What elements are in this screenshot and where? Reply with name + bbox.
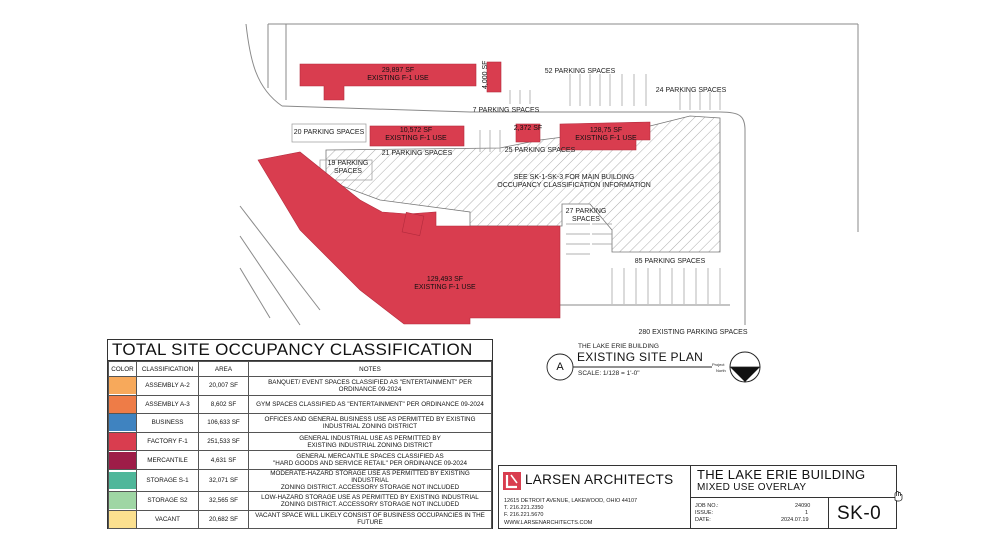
occupancy-table-title: TOTAL SITE OCCUPANCY CLASSIFICATION bbox=[108, 340, 492, 361]
firm-website: WWW.LARSENARCHITECTS.COM bbox=[504, 520, 593, 526]
notes-line: EXISTING INDUSTRIAL ZONING DISTRICT bbox=[307, 441, 433, 449]
classification-cell: MERCANTILE bbox=[137, 451, 199, 470]
table-row bbox=[109, 432, 492, 451]
title-block bbox=[498, 465, 897, 529]
table-row bbox=[109, 395, 492, 414]
larsen-logo-icon bbox=[503, 472, 521, 490]
firm-name: LARSEN ARCHITECTS bbox=[525, 472, 674, 487]
notes-line: BANQUET/ EVENT SPACES CLASSIFIED AS "ENTERTAINMENT" PER bbox=[268, 378, 472, 386]
building-2372-label: 2,372 SF bbox=[513, 125, 543, 132]
drawing-title: EXISTING SITE PLAN bbox=[577, 350, 704, 364]
area-cell: 251,533 SF bbox=[199, 432, 249, 451]
firm-fax: F. 216.221.5670 bbox=[504, 512, 544, 518]
parking-20-label: 20 PARKING SPACES bbox=[293, 129, 365, 136]
building-10572-label: 10,572 SF EXISTING F-1 USE bbox=[385, 127, 447, 142]
color-swatch-cell bbox=[109, 510, 137, 529]
occupancy-rows bbox=[109, 377, 492, 529]
classification-cell: STORAGE S-1 bbox=[137, 469, 199, 491]
color-swatch bbox=[109, 414, 136, 431]
header-area: AREA bbox=[199, 362, 249, 377]
classification-cell: ASSEMBLY A-3 bbox=[137, 395, 199, 414]
occupancy-grid bbox=[108, 361, 492, 529]
area-cell: 4,631 SF bbox=[199, 451, 249, 470]
notes-line: GYM SPACES CLASSIFIED AS "ENTERTAINMENT" PER ORDINANCE 09-2024 bbox=[256, 400, 484, 408]
notes-line: ORDINANCE 09-2024 bbox=[338, 385, 402, 393]
notes-line: "HARD GOODS AND SERVICE RETAIL" PER ORDINANCE 09-2024 bbox=[273, 460, 467, 468]
color-swatch bbox=[109, 396, 136, 413]
drawing-subtitle: THE LAKE ERIE BUILDING bbox=[578, 343, 659, 350]
table-row bbox=[109, 414, 492, 433]
parking-52-label: 52 PARKING SPACES bbox=[544, 68, 616, 75]
header-color: COLOR bbox=[109, 362, 137, 377]
notes-line: FUTURE bbox=[357, 519, 383, 527]
building-29897-label: 29,897 SF EXISTING F-1 USE bbox=[367, 67, 429, 82]
drawing-marker-letter: A bbox=[556, 361, 564, 373]
building-129493-label: 129,493 SF EXISTING F-1 USE bbox=[414, 276, 476, 291]
project-title: THE LAKE ERIE BUILDING bbox=[697, 467, 866, 482]
color-swatch bbox=[109, 511, 136, 528]
area-cell: 32,565 SF bbox=[199, 491, 249, 510]
notes-cell bbox=[249, 469, 492, 491]
notes-line: OFFICES AND GENERAL BUSINESS USE AS PERMITTED BY EXISTING bbox=[264, 415, 476, 423]
color-swatch bbox=[109, 377, 136, 394]
classification-cell: VACANT bbox=[137, 510, 199, 529]
area-cell: 20,682 SF bbox=[199, 510, 249, 529]
notes-cell bbox=[249, 432, 492, 451]
notes-cell bbox=[249, 395, 492, 414]
header-classification: CLASSIFICATION bbox=[137, 362, 199, 377]
area-cell: 32,071 SF bbox=[199, 469, 249, 491]
classification-cell: BUSINESS bbox=[137, 414, 199, 433]
area-cell: 20,007 SF bbox=[199, 377, 249, 396]
table-header-row bbox=[109, 362, 492, 377]
sheet-number: SK-0 bbox=[837, 503, 882, 524]
occupancy-table bbox=[107, 339, 493, 529]
date-value: 2024.07.19 bbox=[781, 517, 809, 523]
parking-25-label: 25 PARKING SPACES bbox=[504, 147, 576, 154]
table-row bbox=[109, 377, 492, 396]
color-swatch-cell bbox=[109, 414, 137, 433]
table-row bbox=[109, 510, 492, 529]
color-swatch-cell bbox=[109, 432, 137, 451]
north-arrow-icon bbox=[730, 352, 760, 382]
parking-27-label: 27 PARKING SPACES bbox=[565, 208, 607, 223]
building-4000-label: 4,000 SF bbox=[482, 60, 489, 89]
area-cell: 106,633 SF bbox=[199, 414, 249, 433]
parking-7-label: 7 PARKING SPACES bbox=[472, 107, 540, 114]
notes-line: VACANT SPACE WILL LIKELY CONSIST OF BUSINESS OCCUPANCIES IN THE bbox=[255, 512, 485, 520]
area-cell: 8,602 SF bbox=[199, 395, 249, 414]
north-label-bottom: North bbox=[716, 368, 726, 373]
drawing-scale: SCALE: 1/128 = 1'-0" bbox=[578, 370, 640, 377]
issue-label: ISSUE: bbox=[695, 510, 714, 516]
color-swatch bbox=[109, 452, 136, 469]
notes-line: GENERAL INDUSTRIAL USE AS PERMITTED BY bbox=[299, 434, 441, 442]
firm-phone: T. 216.221.2350 bbox=[504, 505, 544, 511]
notes-line: LOW-HAZARD STORAGE USE AS PERMITTED BY EXISTING INDUSTRIAL bbox=[261, 493, 479, 501]
color-swatch-cell bbox=[109, 491, 137, 510]
header-notes: NOTES bbox=[249, 362, 492, 377]
classification-cell: ASSEMBLY A-2 bbox=[137, 377, 199, 396]
building-128750-label: 128,75 SF EXISTING F-1 USE bbox=[575, 127, 637, 142]
color-swatch bbox=[109, 433, 136, 450]
parking-19-label: 19 PARKING SPACES bbox=[327, 160, 369, 175]
project-subtitle: MIXED USE OVERLAY bbox=[697, 482, 807, 493]
table-row bbox=[109, 491, 492, 510]
firm-address: 12615 DETROIT AVENUE, LAKEWOOD, OHIO 44107 bbox=[504, 498, 638, 504]
job-label: JOB NO.: bbox=[695, 503, 719, 509]
parking-24-label: 24 PARKING SPACES bbox=[655, 87, 727, 94]
classification-cell: STORAGE S2 bbox=[137, 491, 199, 510]
color-swatch-cell bbox=[109, 451, 137, 470]
notes-line: INDUSTRIAL ZONING DISTRICT bbox=[322, 422, 418, 430]
notes-line: GENERAL MERCANTILE SPACES CLASSIFIED AS bbox=[296, 453, 444, 461]
hand-cursor-icon bbox=[892, 490, 904, 502]
parking-21-label: 21 PARKING SPACES bbox=[381, 150, 453, 157]
notes-cell bbox=[249, 377, 492, 396]
table-row bbox=[109, 451, 492, 470]
color-swatch bbox=[109, 492, 136, 509]
issue-value: 1 bbox=[805, 510, 809, 516]
notes-cell bbox=[249, 510, 492, 529]
north-label-top: Project bbox=[712, 362, 725, 367]
color-swatch-cell bbox=[109, 469, 137, 491]
color-swatch-cell bbox=[109, 377, 137, 396]
parking-total-label: 280 EXISTING PARKING SPACES bbox=[638, 329, 748, 336]
notes-line: ZONING DISTRICT. ACCESSORY STORAGE NOT INCLUDED bbox=[280, 483, 460, 491]
color-swatch-cell bbox=[109, 395, 137, 414]
color-swatch bbox=[109, 472, 136, 489]
table-row bbox=[109, 469, 492, 491]
classification-cell: FACTORY F-1 bbox=[137, 432, 199, 451]
notes-cell bbox=[249, 451, 492, 470]
job-value: 24090 bbox=[795, 503, 811, 509]
date-label: DATE: bbox=[695, 517, 711, 523]
parking-85-label: 85 PARKING SPACES bbox=[634, 258, 706, 265]
notes-line: ZONING DISTRICT. ACCESSORY STORAGE NOT INCLUDED bbox=[280, 500, 460, 508]
main-building-note: SEE SK-1-SK-3 FOR MAIN BUILDING OCCUPANCY CLASSIFICATION INFORMATION bbox=[497, 174, 651, 189]
notes-cell bbox=[249, 414, 492, 433]
notes-line: MODERATE-HAZARD STORAGE USE AS PERMITTED BY EXISTING INDUSTRIAL bbox=[270, 469, 470, 484]
building-annex bbox=[402, 212, 424, 235]
notes-cell bbox=[249, 491, 492, 510]
